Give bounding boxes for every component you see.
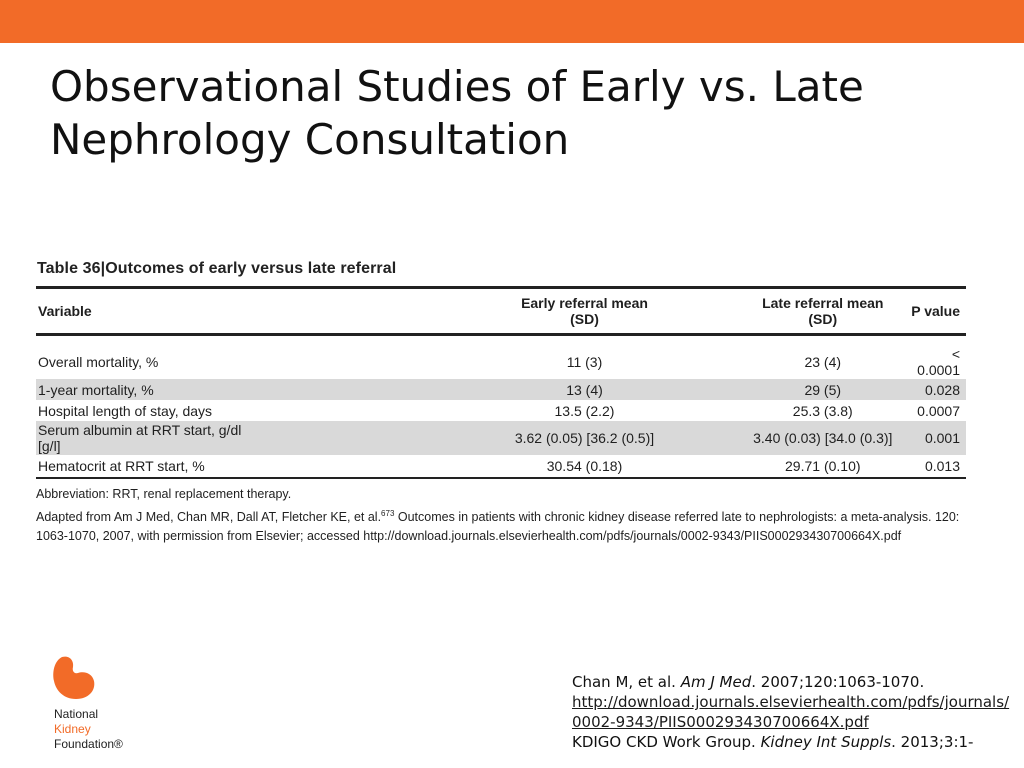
- cell-variable: Hospital length of stay, days: [38, 402, 213, 419]
- header-variable: Variable: [36, 288, 267, 335]
- reference-2: [572, 732, 1012, 752]
- ref2-authors: KDIGO CKD Work Group.: [572, 733, 761, 751]
- cell-late: 25.3 (3.8): [792, 402, 853, 419]
- reference-1: [572, 672, 1012, 732]
- cell-late: 29 (5): [668, 379, 904, 400]
- logo-line-1: National: [54, 707, 99, 721]
- ref1-details: . 2007;120:1063-1070.: [751, 673, 925, 691]
- header-late-referral: Late referral mean (SD): [668, 288, 904, 335]
- cell-p-value: 0.028: [904, 379, 966, 400]
- ref1-link[interactable]: http://download.journals.elsevierhealth.com/pdfs/journals/0002-9343/PIIS000293430700664X.pdf: [572, 693, 1010, 731]
- cell-late: 29.71 (0.10): [668, 455, 904, 478]
- logo-line-2: Kidney: [54, 722, 91, 736]
- header-early-referral: Early referral mean (SD): [267, 288, 668, 335]
- cell-late: 3.40 (0.03) [34.0 (0.3)]: [668, 421, 904, 455]
- ref2-journal: Kidney Int Suppls: [760, 733, 892, 751]
- table-row: [36, 421, 966, 455]
- table-row: [36, 400, 966, 421]
- cell-p-value: 0.0007: [917, 402, 960, 419]
- cell-early: 13 (4): [267, 379, 668, 400]
- ref2-details: . 2013;3:1-: [891, 733, 974, 751]
- cell-early: 3.62 (0.05) [36.2 (0.5)]: [267, 421, 668, 455]
- slide-title: [50, 60, 950, 166]
- title-line-2: Nephrology Consultation: [50, 115, 570, 164]
- outcomes-table: [36, 286, 966, 479]
- cell-p-value: < 0.0001: [917, 346, 960, 378]
- cell-variable: Hematocrit at RRT start, %: [36, 455, 267, 478]
- table-row: [36, 455, 966, 478]
- references: [572, 672, 1012, 752]
- table-notes: [36, 485, 968, 546]
- cell-variable: Overall mortality, %: [38, 354, 159, 370]
- ref1-journal: Am J Med: [680, 673, 752, 691]
- title-line-1: Observational Studies of Early vs. Late: [50, 62, 864, 111]
- top-accent-bar: [0, 0, 1024, 43]
- table-row: [36, 335, 966, 380]
- citation-superscript: 673: [381, 509, 395, 518]
- adapted-rest: Outcomes in patients with chronic kidney disease referred late to nephrologists: a meta-analysis. 120: 1063-1070, 2007, with permission from Elsevier; accessed http://download.journals.elsevierhealth.com/pdfs/journals/0002-9343/PIIS000293430700664X.pdf: [36, 510, 960, 544]
- abbreviation-note: Abbreviation: RRT, renal replacement therapy.: [36, 487, 292, 501]
- cell-p-value: 0.013: [904, 455, 966, 478]
- foundation-logo-text: [54, 707, 123, 752]
- cell-late: 23 (4): [804, 354, 842, 370]
- cell-early: 13.5 (2.2): [554, 402, 615, 419]
- outcomes-table-figure: [36, 260, 968, 546]
- logo-line-3: Foundation®: [54, 737, 123, 751]
- cell-p-value: 0.001: [904, 421, 966, 455]
- adapted-from-note: [36, 504, 968, 546]
- table-caption: Table 36|Outcomes of early versus late referral: [37, 260, 397, 277]
- table-row: [36, 379, 966, 400]
- ref1-authors: Chan M, et al.: [572, 673, 681, 691]
- header-p-value: P value: [904, 288, 966, 335]
- cell-early: 30.54 (0.18): [267, 455, 668, 478]
- cell-early: 11 (3): [566, 354, 603, 370]
- table-header-row: [36, 288, 966, 335]
- cell-variable: 1-year mortality, %: [36, 379, 267, 400]
- adapted-prefix: Adapted from Am J Med, Chan MR, Dall AT, Fletcher KE, et al.: [36, 510, 382, 525]
- cell-variable: Serum albumin at RRT start, g/dl [g/l]: [36, 421, 267, 455]
